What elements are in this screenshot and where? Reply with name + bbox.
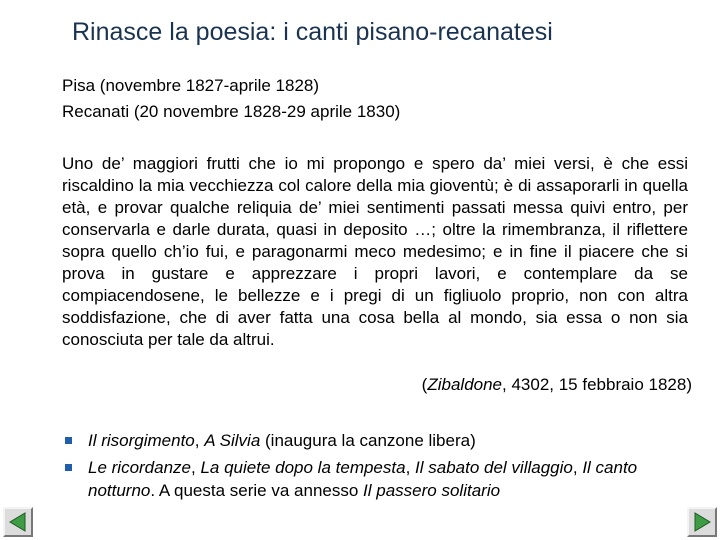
poem-title: Il sabato del villaggio	[415, 458, 573, 477]
poem-title: Il passero solitario	[363, 481, 501, 500]
triangle-left-icon	[5, 509, 31, 535]
separator: ,	[194, 431, 205, 450]
citation-work: Zibaldone	[427, 375, 503, 394]
separator: ,	[572, 458, 583, 477]
poem-title: A Silvia	[204, 431, 261, 450]
separator: ,	[191, 458, 201, 477]
citation-rest: , 4302, 15 febbraio 1828)	[502, 375, 692, 394]
poem-title: Il risorgimento	[88, 431, 195, 450]
poem-title: Il canto notturno	[88, 458, 638, 500]
bullet-item-2	[62, 456, 702, 502]
date-recanati: Recanati (20 novembre 1828-29 aprile 1830)	[62, 102, 401, 121]
slide-title: Rinasce la poesia: i canti pisano-recanatesi	[72, 18, 553, 46]
triangle-right-icon	[689, 509, 715, 535]
next-slide-button[interactable]	[687, 507, 717, 537]
poem-title: Le ricordanze	[88, 458, 192, 477]
zibaldone-quote: Uno de’ maggiori frutti che io mi propongo e spero da’ miei versi, è che essi riscaldino la mia vecchiezza col calore della mia gioventù; è di assaporarli in quella età, e provar qualche reliquia de’ miei sentimenti passati messa quivi entro, per conservarla e darle durata, quasi in deposito …; oltre la rimembranza, il riflettere sopra quello ch’io fui, e paragonarmi meco medesimo; e in fine il piacere che si prova in gustare e apprezzare i propri lavori, e contemplare da se compiacendosene, le bellezze e i pregi di un figliuolo proprio, non con altra soddisfazione, che di aver fatta una cosa bella al mondo, sia essa o non sia conosciuta per tale da altrui.	[62, 154, 688, 349]
bullet-square-icon	[65, 464, 72, 471]
bullet-item-1	[62, 429, 702, 452]
separator: ,	[405, 458, 416, 477]
bullet-square-icon	[65, 437, 72, 444]
previous-slide-button[interactable]	[3, 507, 33, 537]
bullet-list	[62, 429, 702, 506]
poem-title: La quiete dopo la tempesta	[200, 458, 406, 477]
bullet-note: . A questa serie va annesso	[150, 481, 364, 500]
quote-citation	[422, 374, 692, 396]
date-pisa: Pisa (novembre 1827-aprile 1828)	[62, 76, 320, 95]
bullet-note: (inaugura la canzone libera)	[260, 431, 476, 450]
citation-open: (	[421, 375, 428, 394]
dates-block	[62, 73, 400, 125]
